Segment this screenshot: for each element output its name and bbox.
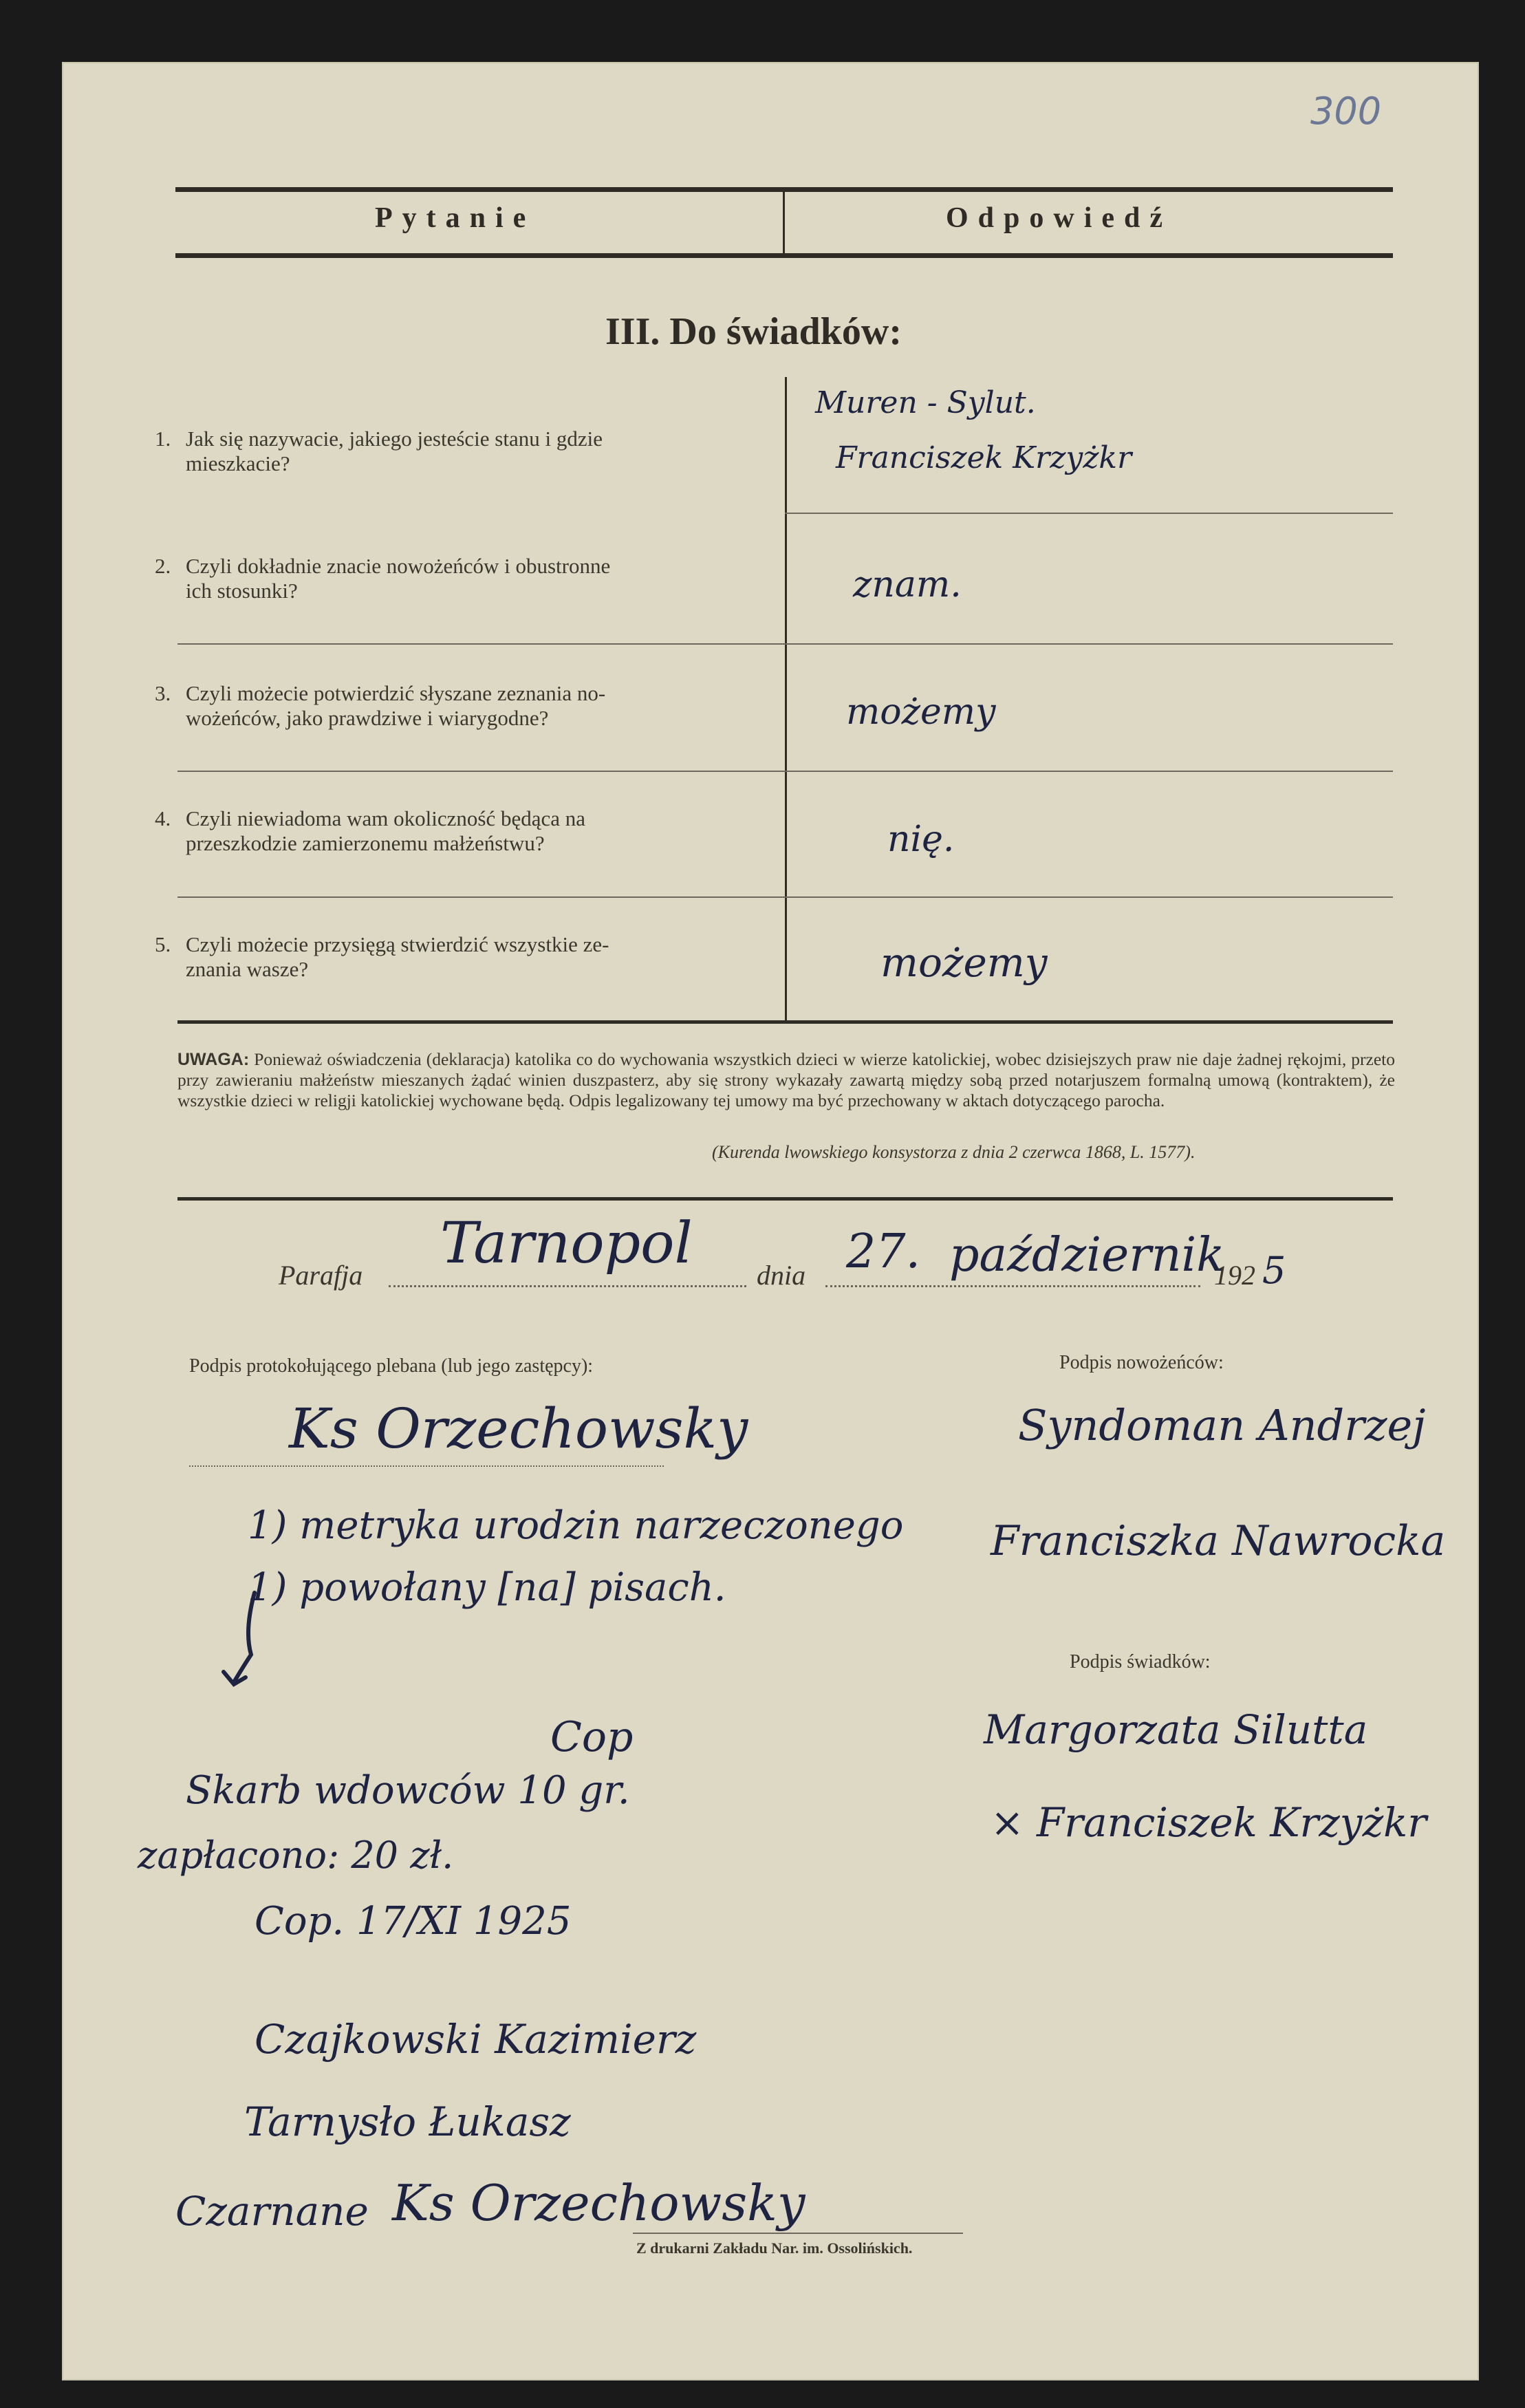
table-bottom-rule (177, 1020, 1393, 1024)
uwaga-note (177, 1049, 1395, 1111)
witness2-signature: × Franciszek Krzyżkr (991, 1799, 1427, 1846)
uwaga-label: UWAGA: (177, 1050, 250, 1069)
row-rule-2 (177, 643, 1393, 645)
witnesses-signature-label: Podpis świadków: (1070, 1651, 1211, 1673)
uwaga-text: Ponieważ oświadczenia (deklaracja) katolika co do wychowania wszystkich dzieci w wierze katolickiej, wobec dzisiejszych praw nie daje żadnej rękojmi, przeto przy zawieraniu małżeństw mieszanych żądać winien duszpasterz, aby się strony wykazały zawartą między sobą przed notarjuszem formalną umową (kontraktem), że wszystkie dzieci w religji katolickiej wychowane będą. Odpis legalizowany tej umowy ma być przechowany w aktach dotyczącego parocha. (177, 1049, 1395, 1110)
uwaga-source: (Kurenda lwowskiego konsystorza z dnia 2 czerwca 1868, L. 1577). (712, 1142, 1196, 1162)
printer-imprint: Z drukarni Zakładu Nar. im. Ossolińskich. (636, 2239, 913, 2257)
margin-copy-date: Cop. 17/XI 1925 (255, 1899, 572, 1944)
question-text-line1: Czyli możecie przysięgą stwierdzić wszystkie ze- (186, 932, 609, 956)
question-text-line1: Czyli niewiadoma wam okoliczność będąca na (186, 806, 586, 830)
margin-name-2: Tarnysło Łukasz (244, 2098, 571, 2145)
question-text-line2: wożeńców, jako prawdziwe i wiarygodne? (186, 706, 549, 730)
question-2 (155, 554, 757, 603)
question-text-line1: Czyli możecie potwierdzić słyszane zeznania no- (186, 681, 606, 705)
year-prefix: 192 (1214, 1260, 1255, 1291)
pastor-signature: Ks Orzechowsky (289, 1397, 748, 1461)
note-line-2: 1) powołany [na] pisach. (248, 1565, 726, 1610)
question-3 (155, 681, 757, 731)
row-rule-4 (177, 896, 1393, 898)
question-text-line1: Jak się nazywacie, jakiego jesteście stanu i gdzie (186, 427, 603, 451)
answer-1-line2: Franciszek Krzyżkr (836, 440, 1132, 475)
column-divider-header (783, 192, 785, 253)
margin-final-signature: Ks Orzechowsky (392, 2174, 805, 2232)
dnia-label: dnia (757, 1260, 806, 1291)
dnia-dotted-line (825, 1285, 1200, 1287)
page-number: 300 (1310, 89, 1382, 133)
parafja-label: Parafja (279, 1260, 363, 1291)
question-number: 1. (155, 427, 171, 451)
pastor-dotted-line (189, 1465, 664, 1467)
margin-fee-line2: zapłacono: 20 zł. (138, 1834, 454, 1877)
note-line-1: 1) metryka urodzin narzeczonego (248, 1503, 904, 1548)
groom-signature: Syndoman Andrzej (1018, 1400, 1426, 1450)
answer-4: nię. (887, 819, 955, 860)
pastor-signature-label: Podpis protokołującego plebana (lub jego zastępcy): (189, 1355, 594, 1377)
header-bottom-rule (175, 253, 1393, 258)
witness1-signature: Margorzata Silutta (984, 1706, 1368, 1753)
header-top-rule (175, 187, 1393, 192)
question-text-line2: przeszkodzie zamierzonemu małżeństwu? (186, 831, 545, 855)
column-divider (785, 377, 787, 1020)
day-value: 27. (846, 1225, 921, 1279)
question-text-line2: ich stosunki? (186, 579, 298, 603)
answer-1-line1: Muren - Sylut. (815, 385, 1036, 420)
answer-2: znam. (853, 564, 962, 605)
month-value: październik (949, 1228, 1225, 1282)
row-rule-3 (177, 771, 1393, 772)
footer-rule (633, 2233, 963, 2234)
question-number: 4. (155, 806, 171, 830)
newlyweds-signature-label: Podpis nowożeńców: (1059, 1352, 1224, 1373)
bracket-arrow-icon (217, 1589, 272, 1692)
question-text-line1: Czyli dokładnie znacie nowożeńców i obustronne (186, 554, 611, 578)
section-title: III. Do świadków: (605, 310, 902, 353)
answer-3: możemy (846, 691, 996, 733)
margin-fee-line1: Skarb wdowców 10 gr. (186, 1768, 630, 1813)
header-pytanie: Pytanie (375, 202, 536, 234)
question-number: 2. (155, 554, 171, 578)
year-handwritten: 5 (1262, 1249, 1286, 1292)
question-4 (155, 806, 757, 856)
question-1 (155, 427, 757, 476)
header-odpowiedz: Odpowiedź (946, 202, 1173, 234)
question-5 (155, 932, 757, 982)
bride-signature: Franciszka Nawrocka (991, 1517, 1446, 1565)
margin-cop: Cop (550, 1713, 634, 1761)
margin-name-1: Czajkowski Kazimierz (255, 2016, 697, 2063)
uwaga-bottom-rule (177, 1197, 1393, 1201)
question-text-line2: znania wasze? (186, 957, 309, 981)
parafja-dotted-line (389, 1285, 746, 1287)
question-number: 5. (155, 932, 171, 956)
question-text-line2: mieszkacie? (186, 451, 290, 475)
row-rule-1 (785, 513, 1393, 514)
answer-5: możemy (880, 939, 1048, 986)
margin-name-3: Czarnane (175, 2188, 369, 2235)
parafja-value: Tarnopol (440, 1211, 693, 1276)
question-number: 3. (155, 681, 171, 705)
